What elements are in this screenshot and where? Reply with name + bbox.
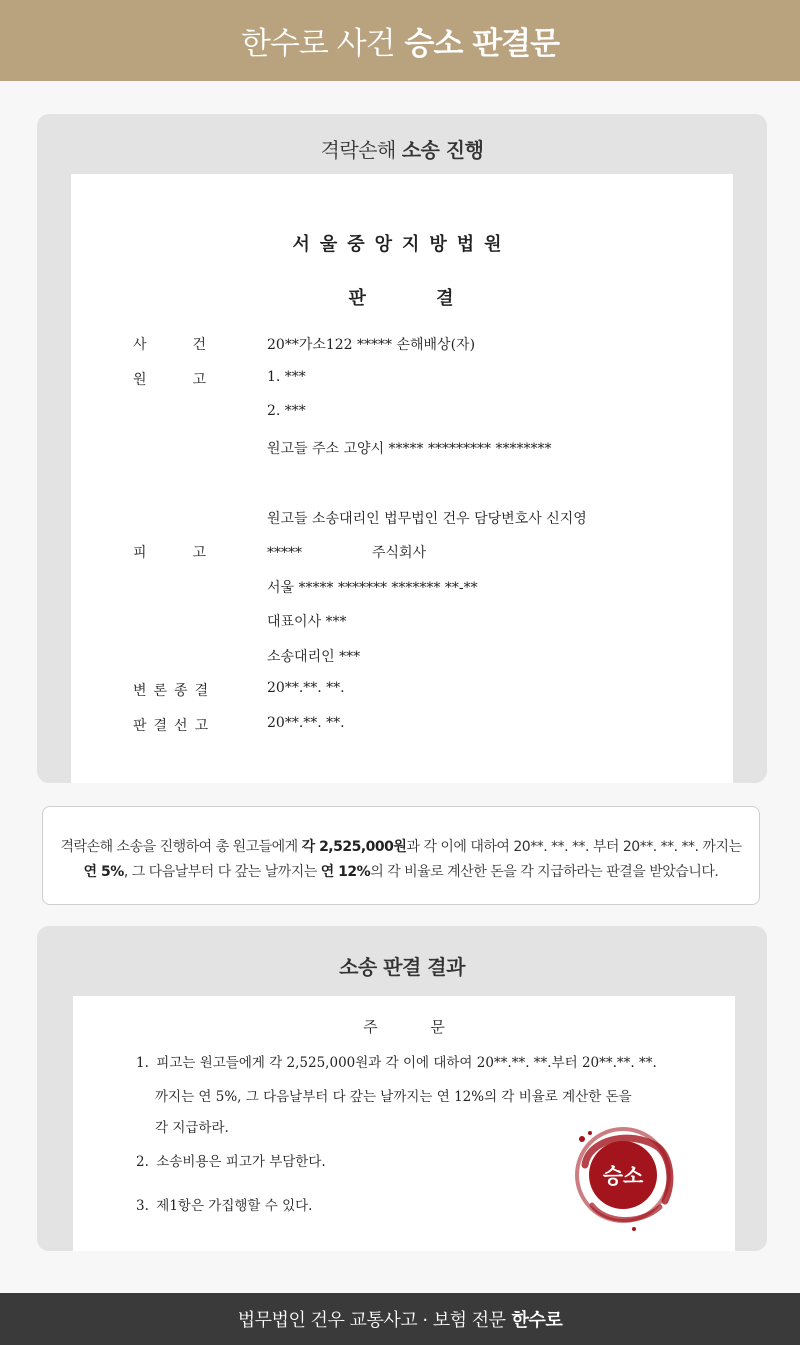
order-item-1-line-2: 까지는 연 5%, 그 다음날부터 다 갚는 날까지는 연 12%의 각 비율로 계산한 돈을	[155, 1089, 632, 1105]
order-title: 주 문	[363, 1018, 445, 1036]
section-lawsuit-progress	[37, 114, 767, 783]
footer-brand: 한수로	[511, 1310, 563, 1331]
order-item-2	[136, 1150, 326, 1170]
defendant-name-value: *****	[267, 545, 302, 561]
order-number: 1.	[136, 1055, 149, 1071]
header-title-bold: 승소 판결문	[404, 26, 560, 62]
plaintiff-label: 원고	[133, 372, 253, 388]
order-number: 3.	[136, 1198, 149, 1214]
summary-rate-5: 연 5%	[83, 864, 124, 880]
plaintiff-2: 2. ***	[267, 403, 306, 419]
section-title-light: 격락손해	[320, 138, 396, 162]
defendant-name	[267, 542, 426, 562]
victory-seal-icon	[570, 1125, 676, 1231]
summary-text: , 그 다음날부터 다 갚는 날까지는	[123, 864, 321, 880]
verdict-heading: 판 결	[348, 288, 456, 309]
defendant-company: 주식회사	[372, 545, 427, 561]
closing-date: 20**.**. **.	[267, 680, 345, 696]
summary-text: 격락손해 소송을 진행하여 총 원고들에게	[60, 839, 302, 855]
order-text: 피고는 원고들에게 각 2,525,000원과 각 이에 대하여 20**.**. **.부터 20**.**. **.	[156, 1055, 657, 1071]
order-item-1	[136, 1051, 657, 1071]
order-text: 제1항은 가집행할 수 있다.	[156, 1198, 313, 1214]
defendant-label: 피고	[133, 545, 253, 561]
summary-text: 과 각 이에 대하여 20**. **. **. 부터 20**. **. **. 까지는	[406, 839, 742, 855]
order-item-3	[136, 1194, 312, 1214]
judgment-summary	[42, 806, 760, 905]
section-title-bold: 소송 진행	[401, 138, 484, 162]
header-title-light: 한수로 사건	[240, 26, 395, 62]
plaintiff-1: 1. ***	[267, 369, 306, 385]
summary-line-1	[43, 836, 759, 856]
summary-amount: 각 2,525,000원	[301, 839, 407, 855]
judgment-document	[71, 174, 733, 783]
court-name: 서울중앙지방법원	[292, 234, 512, 255]
sentence-label: 판결선고	[133, 718, 216, 734]
page-header	[0, 0, 800, 81]
closing-label: 변론종결	[133, 683, 216, 699]
order-text: 소송비용은 피고가 부담한다.	[156, 1154, 326, 1170]
summary-line-2	[43, 861, 759, 881]
summary-rate-12: 연 12%	[320, 864, 371, 880]
defendant-address: 서울 ***** ******* ******* **-**	[267, 580, 478, 596]
defendant-attorney: 소송대리인 ***	[267, 649, 361, 665]
section-title: 소송 판결 결과	[339, 955, 465, 979]
order-item-1-line-3: 각 지급하라.	[155, 1120, 229, 1136]
plaintiff-attorney: 원고들 소송대리인 법무법인 건우 담당변호사 신지영	[267, 511, 587, 527]
seal-label: 승소	[602, 1164, 644, 1188]
case-value: 20**가소122 ***** 손해배상(자)	[267, 337, 476, 353]
plaintiff-address: 원고들 주소 고양시 ***** ********* ********	[267, 441, 552, 457]
summary-text: 의 각 비율로 계산한 돈을 각 지급하라는 판결을 받았습니다.	[370, 864, 719, 880]
case-label: 사건	[133, 337, 253, 353]
footer-text: 법무법인 건우 교통사고 · 보험 전문	[237, 1310, 506, 1331]
page-footer	[0, 1293, 800, 1345]
sentence-date: 20**.**. **.	[267, 715, 345, 731]
defendant-ceo: 대표이사 ***	[267, 614, 347, 630]
section-title	[37, 134, 767, 163]
order-number: 2.	[136, 1154, 149, 1170]
